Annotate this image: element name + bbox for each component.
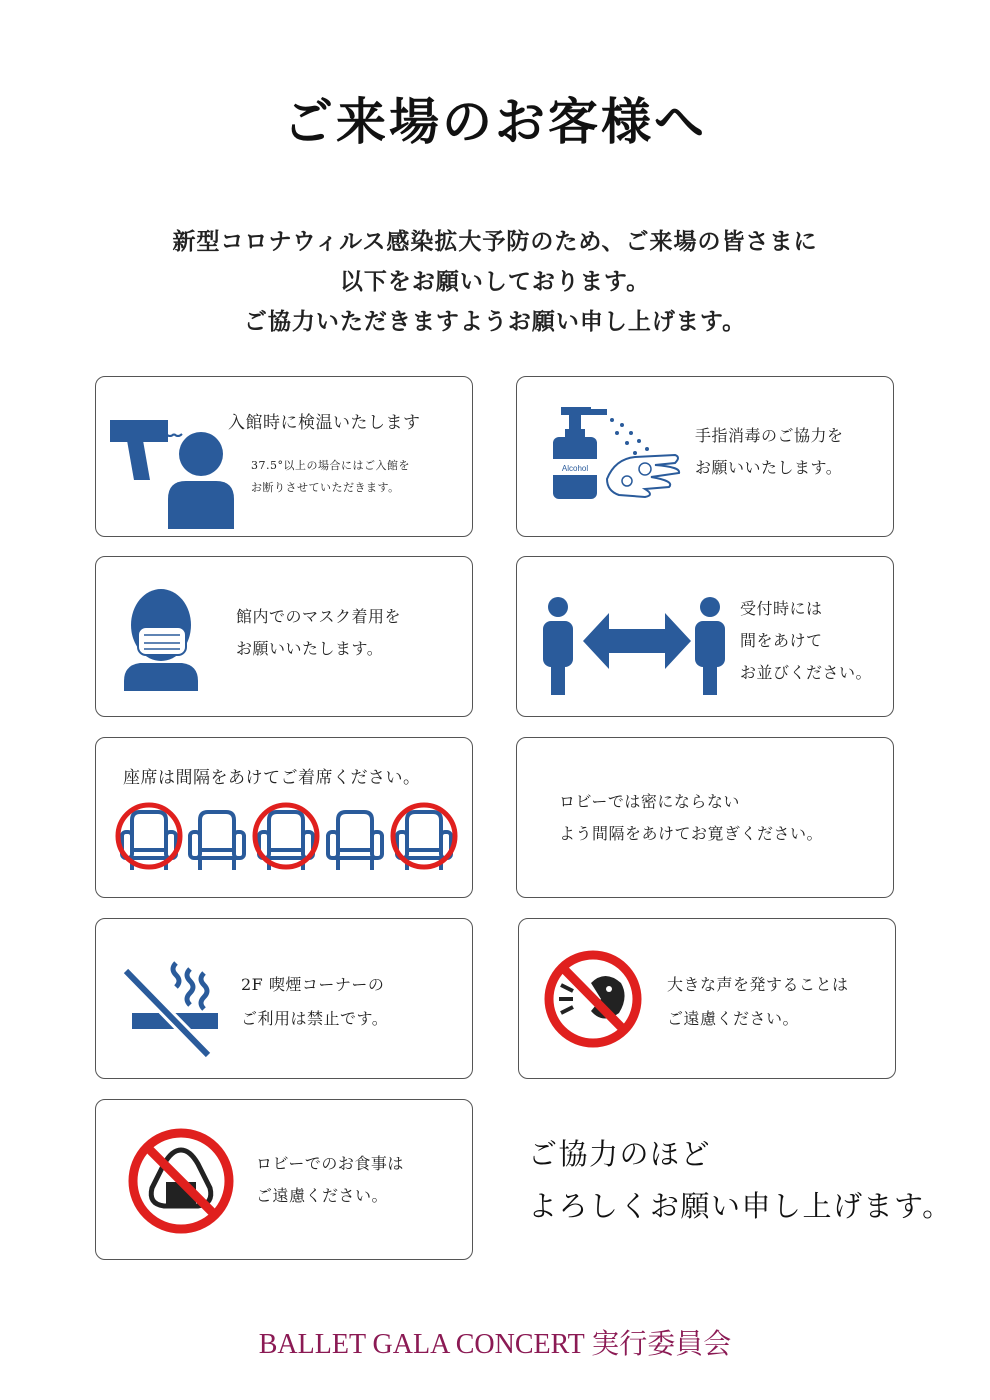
temperature-heading: 入館時に検温いたします bbox=[228, 413, 421, 433]
intro-line: 以下をお願いしております。 bbox=[339, 268, 651, 295]
sanitize-line: お願いいたします。 bbox=[695, 458, 843, 477]
eating-line: ご遠慮ください。 bbox=[256, 1186, 389, 1205]
sanitize-line: 手指消毒のご協力を bbox=[695, 426, 844, 445]
footer-organizer: BALLET GALA CONCERT 実行委員会 bbox=[258, 1329, 732, 1360]
mask-line: お願いいたします。 bbox=[236, 639, 384, 658]
intro-text bbox=[0, 222, 990, 342]
seat-icon bbox=[182, 800, 252, 880]
closing-line: よろしくお願い申し上げます。 bbox=[528, 1189, 953, 1223]
eating-card bbox=[95, 1099, 473, 1260]
person-icon bbox=[166, 429, 236, 529]
distance-line: 間をあけて bbox=[740, 631, 823, 650]
mask-card bbox=[95, 556, 473, 717]
seat-icon bbox=[251, 800, 321, 880]
lobby-line: よう間隔をあけてお寛ぎください。 bbox=[559, 824, 824, 843]
temperature-card bbox=[95, 376, 473, 537]
lobby-line: ロビーでは密にならない bbox=[559, 792, 740, 811]
person-icon bbox=[541, 597, 575, 697]
smoking-card bbox=[95, 918, 473, 1079]
seat-icon bbox=[114, 800, 184, 880]
seating-heading: 座席は間隔をあけてご着席ください。 bbox=[123, 768, 421, 788]
masked-person-icon bbox=[124, 585, 204, 695]
smoking-line: ご利用は禁止です。 bbox=[241, 1009, 389, 1028]
mask-line: 館内でのマスク着用を bbox=[236, 607, 402, 626]
seat-icon bbox=[320, 800, 390, 880]
person-icon bbox=[693, 597, 727, 697]
no-eating-icon bbox=[126, 1126, 236, 1236]
bottle-label: Alcohol bbox=[561, 464, 589, 473]
smoking-line: 2F 喫煙コーナーの bbox=[241, 975, 385, 994]
eating-line: ロビーでのお食事は bbox=[256, 1154, 404, 1173]
page-title: ご来場のお客様へ bbox=[283, 92, 707, 151]
voice-line: ご遠慮ください。 bbox=[667, 1009, 800, 1028]
temperature-note: お断りさせていただきます。 bbox=[251, 481, 400, 494]
temperature-note: 37.5°以上の場合にはご入館を bbox=[251, 459, 410, 472]
no-loud-voice-icon bbox=[543, 949, 643, 1049]
distance-arrow-icon bbox=[583, 611, 691, 671]
distance-line: お並びください。 bbox=[740, 663, 873, 682]
closing-message bbox=[528, 1128, 953, 1232]
voice-line: 大きな声を発することは bbox=[667, 975, 849, 994]
voice-card bbox=[518, 918, 896, 1079]
distance-line: 受付時には bbox=[740, 599, 823, 618]
closing-line: ご協力のほど bbox=[528, 1137, 712, 1171]
hands-icon bbox=[605, 449, 685, 499]
seat-icon bbox=[389, 800, 459, 880]
seating-card bbox=[95, 737, 473, 898]
intro-line: ご協力いただきますようお願い申し上げます。 bbox=[243, 308, 747, 335]
no-smoking-icon bbox=[126, 959, 226, 1059]
distance-card bbox=[516, 556, 894, 717]
intro-line: 新型コロナウィルス感染拡大予防のため、ご来場の皆さまに bbox=[172, 228, 818, 255]
sanitize-card bbox=[516, 376, 894, 537]
lobby-card bbox=[516, 737, 894, 898]
